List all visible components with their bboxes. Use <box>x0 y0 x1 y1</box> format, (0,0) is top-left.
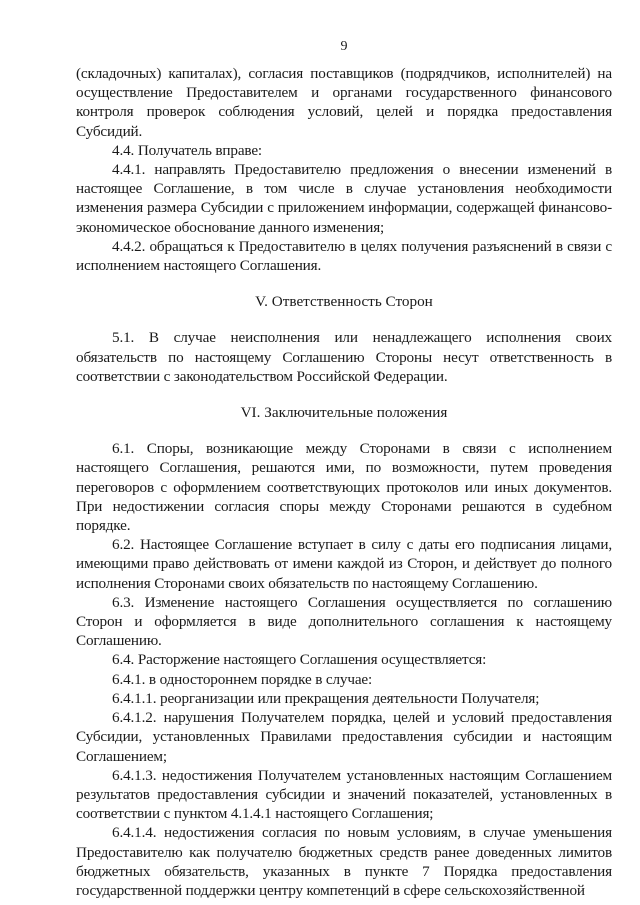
paragraph-6-4: 6.4. Расторжение настоящего Соглашения осуществляется: <box>112 651 487 669</box>
paragraph-6-4-1: 6.4.1. в одностороннем порядке в случае: <box>112 670 373 688</box>
paragraph-6-4-1-4: 6.4.1.4. недостижения согласия по новым условиям, в случае уменьшения Предоставителю как получателю бюджетных средств ранее доведенных лимитов бюджетных обязательств, указанных в пункте 7 Порядка предоставления государственной поддержки центру компетенций в сфере сельскохозяйственной <box>76 824 612 899</box>
paragraph-6-4-1-2: 6.4.1.2. нарушения Получателем порядка, целей и условий предоставления Субсидии, установленных Правилами предоставления субсидии и настоящим Соглашением; <box>76 709 612 765</box>
paragraph-4-4: 4.4. Получатель вправе: <box>112 141 263 159</box>
paragraph-6-3: 6.3. Изменение настоящего Соглашения осуществляется по соглашению Сторон и оформляется в виде дополнительного соглашения к настоящему Соглашению. <box>76 593 612 650</box>
paragraph-6-4-1-1: 6.4.1.1. реорганизации или прекращения деятельности Получателя; <box>112 689 540 707</box>
page-number: 9 <box>340 39 348 54</box>
paragraph-4-4-2: 4.4.2. обращаться к Предоставителю в целях получения разъяснений в связи с исполнением настоящего Соглашения. <box>76 237 612 275</box>
paragraph-4-4-1: 4.4.1. направлять Предоставителю предложения о внесении изменений в настоящее Соглашение, в том числе в случае установления необходимости изменения размера Субсидии с приложением информации, содержащей финансово-экономическое обоснование данного изменения; <box>76 161 612 236</box>
section-heading-responsibility: V. Ответственность Сторон <box>255 293 433 311</box>
section-heading-final-provisions: VI. Заключительные положения <box>240 404 448 422</box>
paragraph-consent-continuation: (складочных) капиталах), согласия поставщиков (подрядчиков, исполнителей) на осуществление Предоставителем и органами государственного финансового контроля проверок соблюдения условий, целей и порядка предоставления Субсидий. <box>76 65 612 140</box>
paragraph-6-4-1-3: 6.4.1.3. недостижения Получателем установленных настоящим Соглашением результатов предоставления субсидии и значений показателей, установленных в соответствии с пунктом 4.1.4.1 настоящего Соглашения; <box>76 766 612 823</box>
paragraph-5-1: 5.1. В случае неисполнения или ненадлежащего исполнения своих обязательств по настоящему Соглашению Стороны несут ответственность в соответствии с законодательством Российской Федерации. <box>76 329 612 385</box>
paragraph-6-2: 6.2. Настоящее Соглашение вступает в силу с даты его подписания лицами, имеющими право действовать от имени каждой из Сторон, и действует до полного исполнения Сторонами своих обязательств по настоящему Соглашению. <box>76 536 612 592</box>
paragraph-6-1: 6.1. Споры, возникающие между Сторонами в связи с исполнением настоящего Соглашения, решаются ими, по возможности, путем проведения переговоров с оформлением соответствующих протоколов или иных документов. При недостижении согласия споры между Сторонами решаются в судебном порядке. <box>76 440 612 535</box>
